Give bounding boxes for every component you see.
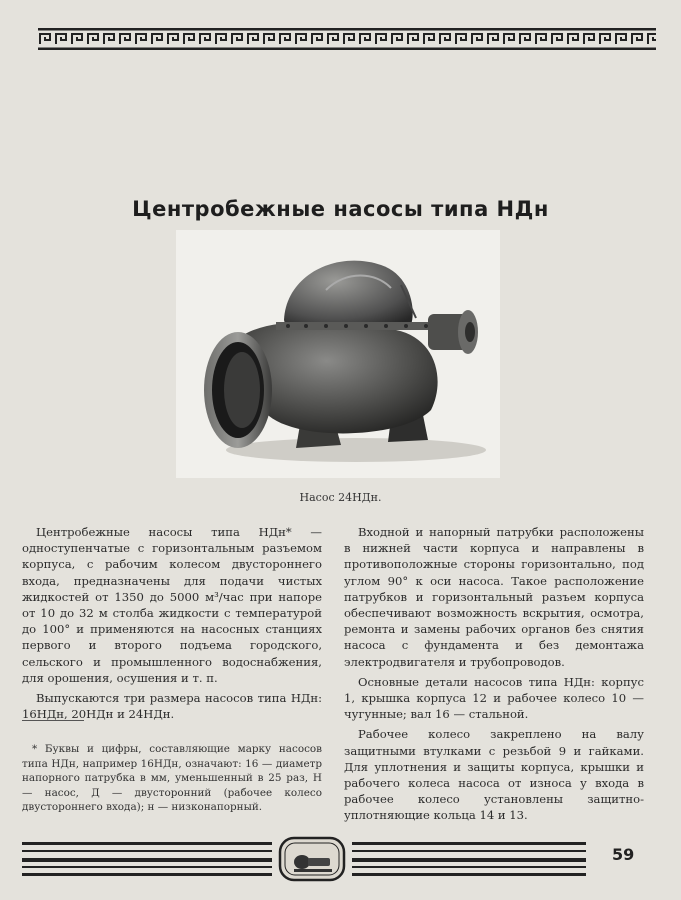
meander-unit — [648, 34, 656, 44]
meander-unit — [568, 34, 578, 44]
meander-unit — [296, 34, 306, 44]
meander-unit — [104, 34, 114, 44]
meander-unit — [472, 34, 482, 44]
meander-unit — [456, 34, 466, 44]
meander-unit — [440, 34, 450, 44]
right-column — [344, 524, 644, 828]
meander-unit — [552, 34, 562, 44]
meander-unit — [488, 34, 498, 44]
footnote — [22, 742, 322, 815]
page-number: 59 — [612, 845, 635, 864]
meander-unit — [280, 34, 290, 44]
top-ornament-border — [38, 28, 656, 50]
meander-unit — [200, 34, 210, 44]
meander-unit — [328, 34, 338, 44]
bottom-ornament-border — [22, 832, 586, 886]
meander-unit — [264, 34, 274, 44]
footnote-rule — [22, 720, 84, 721]
pump-photo — [176, 230, 500, 478]
meander-unit — [72, 34, 82, 44]
meander-unit — [504, 34, 514, 44]
meander-unit — [248, 34, 258, 44]
meander-unit — [40, 34, 50, 44]
meander-unit — [392, 34, 402, 44]
left-column — [22, 524, 322, 726]
meander-unit — [56, 34, 66, 44]
meander-unit — [520, 34, 530, 44]
meander-unit — [632, 34, 642, 44]
meander-unit — [312, 34, 322, 44]
meander-unit — [584, 34, 594, 44]
meander-unit — [600, 34, 610, 44]
meander-unit — [88, 34, 98, 44]
meander-unit — [536, 34, 546, 44]
meander-unit — [616, 34, 626, 44]
paragraph: Входной и напорный патрубки расположены в нижней части корпуса и направлены в противоположные стороны горизонтально, под углом 90° к оси насоса. Такое расположение патрубков и горизонтальный разъем корпуса обеспечивают возможность вскрытия, осмотра, ремонта и замены рабочих органов без снятия насоса с фундамента и без демонтажа электродвигателя и трубопроводов. — [344, 525, 644, 669]
meander-unit — [216, 34, 226, 44]
photo-caption: Насос 24НДн. — [299, 491, 382, 504]
paragraph: Основные детали насосов типа НДн: корпус 1, крышка корпуса 12 и рабочее колесо 10 — чугунные; вал 16 — стальной. — [344, 674, 644, 722]
meander-unit — [136, 34, 146, 44]
meander-unit — [232, 34, 242, 44]
meander-unit — [424, 34, 434, 44]
meander-unit — [408, 34, 418, 44]
paragraph: Выпускаются три размера насосов типа НДн: 16НДн, 20НДн и 24НДн. — [22, 691, 322, 722]
pump-emblem-icon — [280, 838, 344, 880]
meander-unit — [184, 34, 194, 44]
meander-unit — [152, 34, 162, 44]
footnote-text: * Буквы и цифры, составляющие марку насосов типа НДн, например 16НДн, означают: 16 — диаметр напорного патрубка в мм, уменьшенный в 25 раз, Н — насос, Д — двусторонний (рабочее колесо двустороннего входа); н — низконапорный. — [22, 743, 322, 814]
meander-unit — [120, 34, 130, 44]
page-title: Центробежные насосы типа НДн — [132, 197, 549, 222]
pump-illustration — [176, 230, 500, 478]
meander-unit — [376, 34, 386, 44]
meander-unit — [168, 34, 178, 44]
paragraph: Центробежные насосы типа НДн* — одноступенчатые с горизонтальным разъемом корпуса, с рабочим колесом двустороннего входа, предназначены для подачи чистых жидкостей от 1350 до 5000 м³/час при напоре от 10 до 32 м столба жидкости с температурой до 100° и применяются на насосных станциях первого и второго подъема городского, сельского и промышленного водоснабжения, для орошения, осушения и т. п. — [22, 525, 322, 685]
meander-unit — [360, 34, 370, 44]
paragraph: Рабочее колесо закреплено на валу защитными втулками с резьбой 9 и гайками. Для уплотнения и защиты корпуса, крышки и рабочего колеса насоса от износа у входа в рабочее колесо установлены защитно-уплотняющие кольца 14 и 13. — [344, 727, 644, 823]
meander-unit — [344, 34, 354, 44]
